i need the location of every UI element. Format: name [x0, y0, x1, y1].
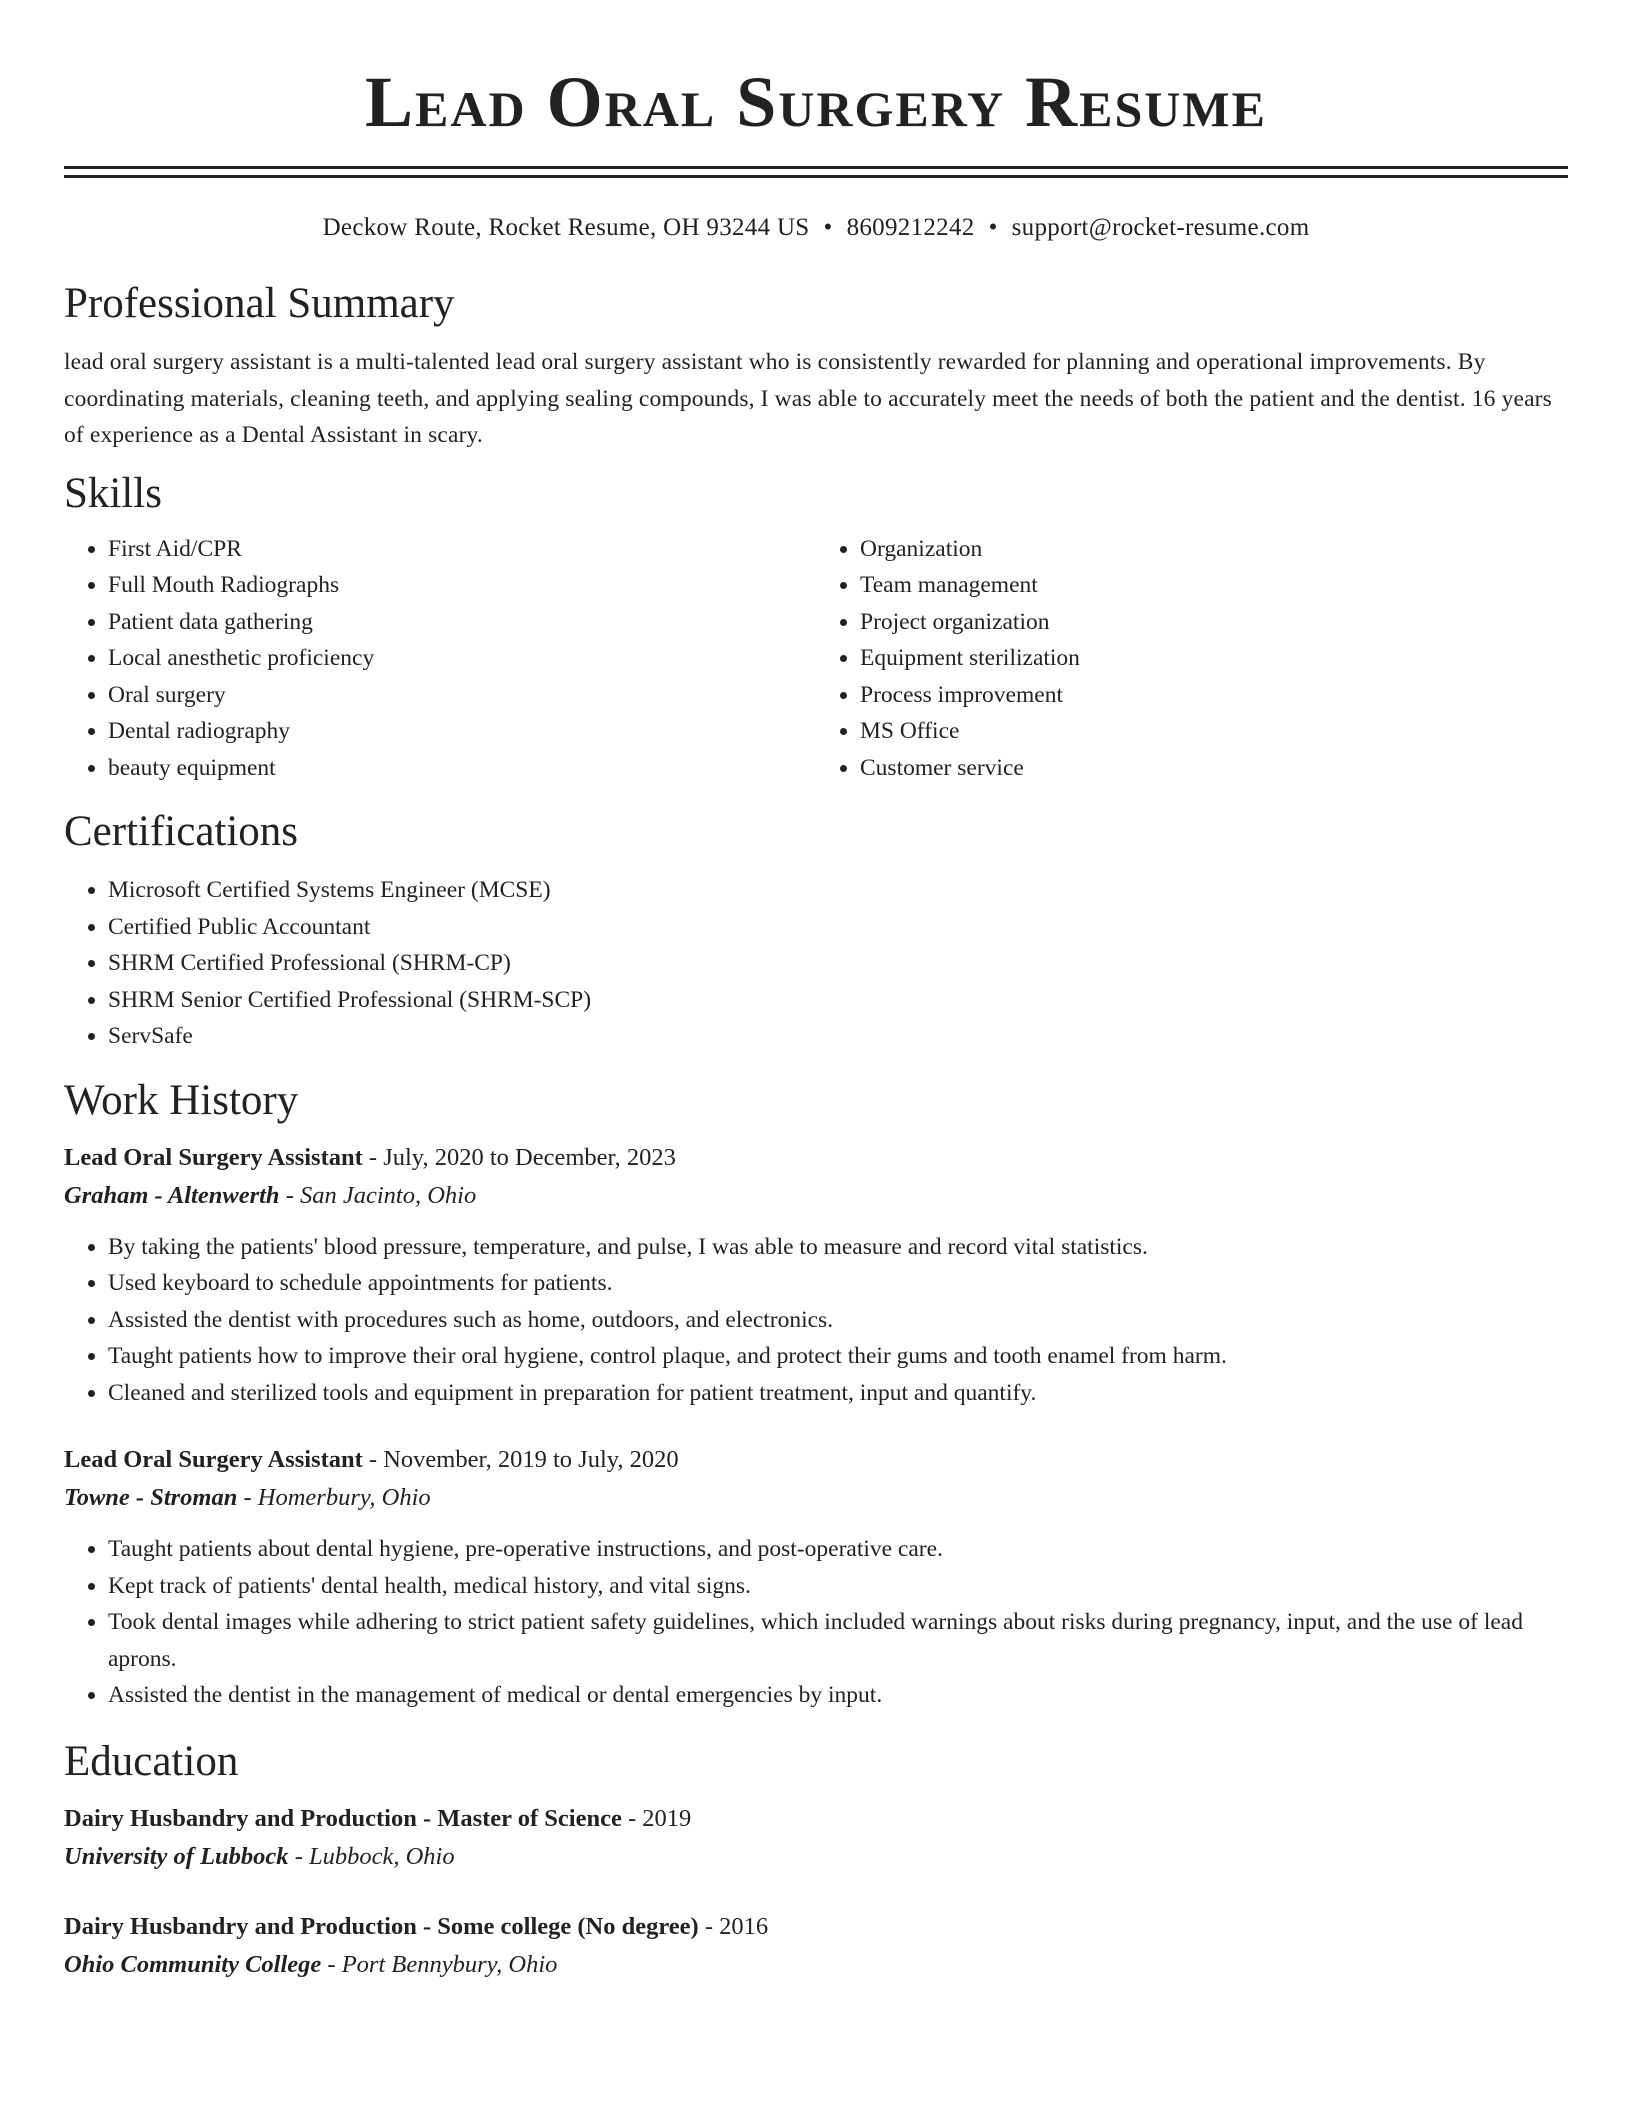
skill-item: • Project organization: [860, 604, 1568, 641]
job-entry: [64, 1139, 1568, 1412]
job-employer: Graham - Altenwerth - San Jacinto, Ohio: [64, 1181, 477, 1209]
education-degree: Dairy Husbandry and Production - Some college (No degree): [64, 1912, 699, 1940]
skills-list-right: [816, 531, 1568, 787]
skill-item: • Patient data gathering: [108, 604, 816, 641]
resume-title: Lead Oral Surgery Resume: [365, 62, 1267, 142]
job-bullet: • Used keyboard to schedule appointments for patients.: [108, 1265, 1568, 1302]
job-dates: November, 2019 to July, 2020: [383, 1446, 679, 1473]
summary-text: lead oral surgery assistant is a multi-talented lead oral surgery assistant who is consistently rewarded for planning and operational improvements. By coordinating materials, cleaning teeth, and applying sealing compounds, I was able to accurately meet the needs of both the patient and the dentist. 16 years of experience as a Dental Assistant in scary.: [64, 349, 1552, 448]
job-bullet: • Taught patients how to improve their oral hygiene, control plaque, and protect their gums and tooth enamel from harm.: [108, 1338, 1568, 1375]
education-location: Port Bennybury, Ohio: [341, 1950, 558, 1978]
contact-line: [64, 212, 1568, 244]
skills-grid: [64, 531, 1568, 787]
work-history-heading: Work History: [64, 1076, 299, 1124]
skill-item: • First Aid/CPR: [108, 531, 816, 568]
education-location: Lubbock, Ohio: [308, 1842, 455, 1870]
job-title: Lead Oral Surgery Assistant: [64, 1143, 363, 1171]
education-header: Dairy Husbandry and Production - Master of Science - 2019: [64, 1804, 692, 1832]
certification-item: • SHRM Senior Certified Professional (SHRM-SCP): [108, 982, 1568, 1019]
certifications-list: [64, 872, 1568, 1055]
job-header: Lead Oral Surgery Assistant - July, 2020 to December, 2023: [64, 1143, 676, 1171]
job-bullet: • Taught patients about dental hygiene, pre-operative instructions, and post-operative care.: [108, 1531, 1568, 1568]
skills-list-left: [64, 531, 816, 787]
skill-item: • Full Mouth Radiographs: [108, 567, 816, 604]
summary-heading: Professional Summary: [64, 280, 455, 327]
skill-item: • Dental radiography: [108, 713, 816, 750]
job-location: San Jacinto, Ohio: [299, 1181, 477, 1209]
education-year: 2016: [719, 1912, 769, 1940]
job-company: Towne - Stroman: [64, 1484, 238, 1511]
education-degree: Dairy Husbandry and Production - Master of Science: [64, 1804, 622, 1832]
education-school: Ohio Community College: [64, 1950, 322, 1978]
skill-item: • Team management: [860, 567, 1568, 604]
skill-item: • MS Office: [860, 713, 1568, 750]
contact-separator: •: [823, 214, 833, 241]
job-header: Lead Oral Surgery Assistant - November, 2019 to July, 2020: [64, 1446, 679, 1473]
skill-item: • Customer service: [860, 750, 1568, 787]
education-header: Dairy Husbandry and Production - Some college (No degree) - 2016: [64, 1912, 769, 1940]
job-dates: July, 2020 to December, 2023: [383, 1143, 676, 1171]
skill-item: • Equipment sterilization: [860, 640, 1568, 677]
job-entry: [64, 1441, 1568, 1714]
title-divider-top: [64, 166, 1568, 169]
job-bullet: • By taking the patients' blood pressure, temperature, and pulse, I was able to measure and record vital statistics.: [108, 1229, 1568, 1266]
job-bullet: • Took dental images while adhering to strict patient safety guidelines, which included warnings about risks during pregnancy, input, and the use of lead aprons.: [108, 1604, 1568, 1677]
skill-item: • beauty equipment: [108, 750, 816, 787]
certification-item: • Certified Public Accountant: [108, 909, 1568, 946]
education-entry: [64, 1800, 1568, 1876]
education-heading: Education: [64, 1737, 239, 1785]
job-employer: Towne - Stroman - Homerbury, Ohio: [64, 1484, 431, 1511]
certification-item: • Microsoft Certified Systems Engineer (MCSE): [108, 872, 1568, 909]
education-school: University of Lubbock: [64, 1842, 289, 1870]
skills-heading: Skills: [64, 469, 162, 517]
skill-item: • Process improvement: [860, 677, 1568, 714]
job-bullet: • Assisted the dentist in the management of medical or dental emergencies by input.: [108, 1677, 1568, 1714]
title-divider-bottom: [64, 175, 1568, 178]
contact-address: Deckow Route, Rocket Resume, OH 93244 US: [322, 214, 810, 241]
certifications-heading: Certifications: [64, 808, 299, 855]
job-bullet: • Kept track of patients' dental health, medical history, and vital signs.: [108, 1568, 1568, 1605]
job-location: Homerbury, Ohio: [257, 1484, 431, 1511]
skill-item: • Oral surgery: [108, 677, 816, 714]
education-year: 2019: [642, 1804, 692, 1832]
contact-phone: 8609212242: [846, 214, 975, 241]
job-title: Lead Oral Surgery Assistant: [64, 1446, 363, 1473]
job-bullet: • Cleaned and sterilized tools and equipment in preparation for patient treatment, input and quantify.: [108, 1375, 1568, 1412]
job-company: Graham - Altenwerth: [64, 1181, 280, 1209]
skill-item: • Local anesthetic proficiency: [108, 640, 816, 677]
education-school-line: Ohio Community College - Port Bennybury, Ohio: [64, 1950, 558, 1978]
job-bullets: [64, 1531, 1568, 1714]
education-school-line: University of Lubbock - Lubbock, Ohio: [64, 1842, 455, 1870]
job-bullet: • Assisted the dentist with procedures such as home, outdoors, and electronics.: [108, 1302, 1568, 1339]
certification-item: • ServSafe: [108, 1018, 1568, 1055]
contact-separator: •: [988, 214, 998, 241]
certification-item: • SHRM Certified Professional (SHRM-CP): [108, 945, 1568, 982]
contact-email: support@rocket-resume.com: [1011, 214, 1310, 241]
job-bullets: [64, 1229, 1568, 1412]
education-entry: [64, 1908, 1568, 1984]
skill-item: • Organization: [860, 531, 1568, 568]
